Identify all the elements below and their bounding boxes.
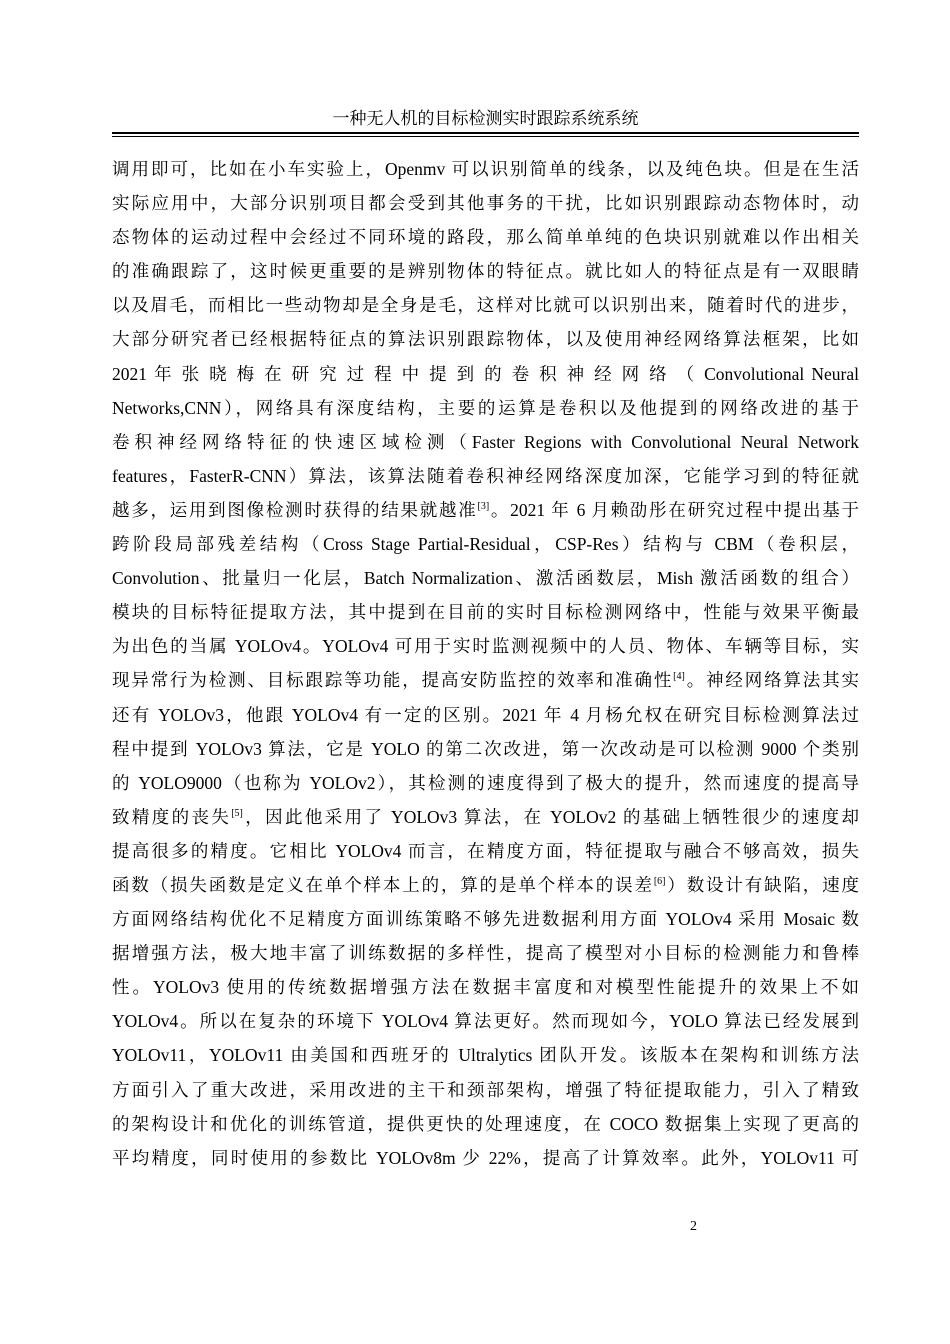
text-line (112, 254, 859, 288)
text-line (112, 732, 859, 766)
text-segment: 函数（损失函数是定义在单个样本上的，算的是单个样本的误差 (112, 874, 654, 895)
citation-ref: [3] (477, 500, 490, 512)
text-segment: Networks,CNN），网络具有深度结构，主要的运算是卷积以及他提到的网络改进的基于 (112, 397, 859, 418)
text-line (112, 936, 859, 970)
text-line (112, 288, 859, 322)
header-rule-thin (112, 136, 859, 137)
citation-ref: [4] (673, 671, 685, 683)
page-number: 2 (690, 1219, 697, 1234)
body-paragraph (112, 152, 859, 1175)
text-segment: YOLOv4。所以在复杂的环境下 YOLOv4 算法更好。然而现如今，YOLO 算法已经发展到 (112, 1011, 859, 1032)
text-segment: 。2021 年 6 月赖劭彤在研究过程中提出基于 (489, 499, 859, 520)
text-segment: 平均精度，同时使用的参数比 YOLOv8m 少 22%，提高了计算效率。此外，YOLOv11 可 (112, 1147, 859, 1168)
text-line (112, 1141, 859, 1175)
citation-ref: [5] (231, 807, 243, 819)
text-segment: ，因此他采用了 YOLOv3 算法，在 YOLOv2 的基础上牺牲很少的速度却 (242, 806, 859, 827)
text-segment: ）数设计有缺陷，速度 (665, 874, 859, 895)
text-segment: 程中提到 YOLOv3 算法，它是 YOLO 的第二次改进，第一次改动是可以检测 9000 个类别 (112, 738, 859, 759)
text-line (112, 561, 859, 595)
text-segment: 现异常行为检测、目标跟踪等功能，提高安防监控的效率和准确性 (112, 670, 674, 691)
text-line (112, 186, 859, 220)
text-line (112, 425, 859, 459)
text-segment: 2021 年 张 晓 梅 在 研 究 过 程 中 提 到 的 卷 积 神 经 网 络 （ Convolutional Neural (112, 363, 859, 384)
text-line (112, 357, 859, 391)
text-line (112, 1004, 859, 1038)
text-line (112, 868, 859, 902)
text-line (112, 970, 859, 1004)
text-segment: 以及眉毛，而相比一些动物却是全身是毛，这样对比就可以识别出来，随着时代的进步， (112, 295, 859, 316)
text-segment: YOLOv11，YOLOv11 由美国和西班牙的 Ultralytics 团队开发。该版本在架构和训练方法 (112, 1045, 859, 1066)
text-line (112, 629, 859, 663)
text-segment: 态物体的运动过程中会经过不同环境的路段，那么简单单纯的色块识别就难以作出相关 (112, 227, 859, 248)
text-line (112, 493, 859, 527)
text-segment: 的 YOLO9000（也称为 YOLOv2），其检测的速度得到了极大的提升，然而速度的提高导 (112, 772, 859, 793)
text-segment: 越多，运用到图像检测时获得的结果就越准 (112, 499, 478, 520)
text-line (112, 527, 859, 561)
text-segment: 致精度的丧失 (112, 806, 232, 827)
text-line (112, 220, 859, 254)
text-segment: 的架构设计和优化的训练管道，提供更快的处理速度，在 COCO 数据集上实现了更高的 (112, 1113, 859, 1134)
text-segment: 提高很多的精度。它相比 YOLOv4 而言，在精度方面，特征提取与融合不够高效，损失 (112, 840, 859, 861)
text-segment: 性。YOLOv3 使用的传统数据增强方法在数据丰富度和对模型性能提升的效果上不如 (112, 977, 859, 998)
text-segment: 。神经网络算法其实 (684, 670, 859, 691)
text-segment: 大部分研究者已经根据特征点的算法识别跟踪物体，以及使用神经网络算法框架，比如 (112, 329, 859, 350)
text-segment: Convolution、批量归一化层，Batch Normalization、激活函数层，Mish 激活函数的组合） (112, 568, 859, 589)
citation-ref: [6] (653, 875, 666, 887)
text-segment: 的准确跟踪了，这时候更重要的是辨别物体的特征点。就比如人的特征点是有一双眼睛 (112, 261, 859, 282)
text-segment: 模块的目标特征提取方法，其中提到在目前的实时目标检测网络中，性能与效果平衡最 (112, 602, 859, 623)
text-line (112, 391, 859, 425)
text-line (112, 595, 859, 629)
text-line (112, 1073, 859, 1107)
text-segment: 方面网络结构优化不足精度方面训练策略不够先进数据利用方面 YOLOv4 采用 Mosaic 数 (112, 909, 859, 930)
text-line (112, 1038, 859, 1072)
text-line (112, 459, 859, 493)
header-rule-thick (112, 132, 859, 134)
text-segment: 还有 YOLOv3，他跟 YOLOv4 有一定的区别。2021 年 4 月杨允权在研究目标检测算法过 (112, 704, 859, 725)
text-segment: 实际应用中，大部分识别项目都会受到其他事务的干扰，比如识别跟踪动态物体时，动 (112, 193, 859, 214)
text-line (112, 152, 859, 186)
text-line (112, 1107, 859, 1141)
text-line (112, 800, 859, 834)
text-segment: 调用即可，比如在小车实验上，Openmv 可以识别简单的线条，以及纯色块。但是在生活 (112, 159, 859, 179)
text-segment: 跨阶段局部残差结构（Cross Stage Partial-Residual，CSP-Res）结构与 CBM（卷积层， (112, 534, 859, 555)
text-segment: 据增强方法，极大地丰富了训练数据的多样性，提高了模型对小目标的检测能力和鲁棒 (112, 943, 859, 964)
running-header: 一种无人机的目标检测实时跟踪系统系统 (332, 109, 639, 128)
text-line (112, 766, 859, 800)
text-segment: 为出色的当属 YOLOv4。YOLOv4 可用于实时监测视频中的人员、物体、车辆等目标，实 (112, 636, 859, 657)
text-line (112, 698, 859, 732)
text-segment: 方面引入了重大改进，采用改进的主干和颈部架构，增强了特征提取能力，引入了精致 (112, 1079, 859, 1100)
text-line (112, 322, 859, 356)
text-segment: features，FasterR-CNN）算法，该算法随着卷积神经网络深度加深，它能学习到的特征就 (112, 465, 859, 486)
text-line (112, 834, 859, 868)
text-line (112, 663, 859, 697)
text-line (112, 902, 859, 936)
text-segment: 卷积神经网络特征的快速区域检测（Faster Regions with Convolutional Neural Network (112, 431, 859, 452)
